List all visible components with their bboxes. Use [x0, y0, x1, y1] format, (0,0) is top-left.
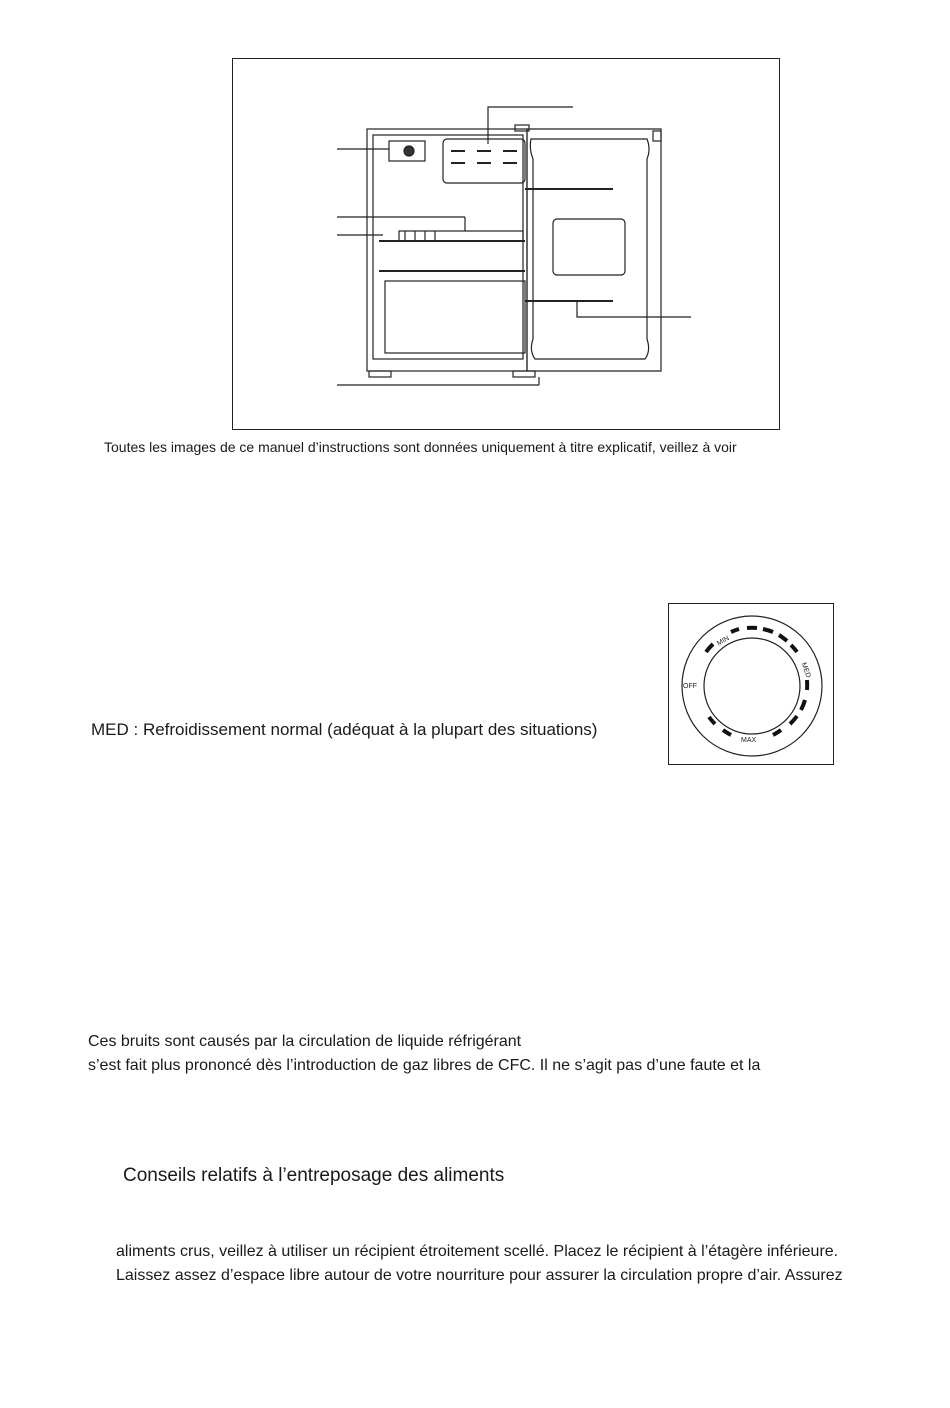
dial-inner-ring	[704, 638, 800, 734]
dial-label-off: OFF	[683, 683, 697, 690]
adjustable-foot	[369, 371, 391, 377]
scale-segment	[763, 629, 773, 632]
fridge-diagram	[232, 58, 780, 430]
section-heading-storage: Conseils relatifs à l’entreposage des aliments	[123, 1165, 505, 1186]
scale-segment	[773, 730, 781, 735]
scale-segment	[706, 644, 713, 652]
figure-caption: Toutes les images de ce manuel d’instructions sont données uniquement à titre explicatif, veillez à voir	[104, 439, 737, 455]
dial-outer-ring	[682, 616, 822, 756]
thermostat-dial-diagram	[668, 603, 834, 765]
crisper-drawer	[385, 281, 525, 353]
scale-segment	[779, 635, 787, 641]
cabinet-outline	[367, 129, 527, 371]
noise-text-line-2: s’est fait plus prononcé dès l’introduction de gaz libres de CFC. Il ne s’agit pas d’une faute et la	[88, 1057, 761, 1074]
noise-text-line-1: Ces bruits sont causés par la circulation de liquide réfrigérant	[88, 1033, 522, 1050]
door-hinge	[653, 131, 661, 141]
scale-segment	[731, 629, 739, 632]
dial-label-min: MIN	[716, 634, 731, 648]
storage-text-line-2: Laissez assez d’espace libre autour de votre nourriture pour assurer la circulation propre d’air. Assurez	[116, 1267, 843, 1284]
scale-segment	[790, 716, 797, 724]
scale-segment	[723, 730, 731, 735]
thermostat-knob	[404, 146, 414, 156]
dial-label-max: MAX	[741, 737, 757, 744]
door-outline	[527, 129, 661, 371]
drip-tray	[399, 231, 523, 241]
freezer-compartment	[443, 139, 525, 183]
scale-segment	[801, 700, 805, 710]
dial-label-med: MED	[799, 661, 812, 679]
scale-segment	[709, 717, 715, 724]
med-setting-description: MED : Refroidissement normal (adéquat à la plupart des situations)	[91, 720, 598, 739]
storage-text-line-1: aliments crus, veillez à utiliser un récipient étroitement scellé. Placez le récipient à l’étagère inférieure.	[116, 1243, 839, 1260]
scale-segment	[791, 645, 797, 652]
callout-door-shelf	[577, 301, 691, 317]
